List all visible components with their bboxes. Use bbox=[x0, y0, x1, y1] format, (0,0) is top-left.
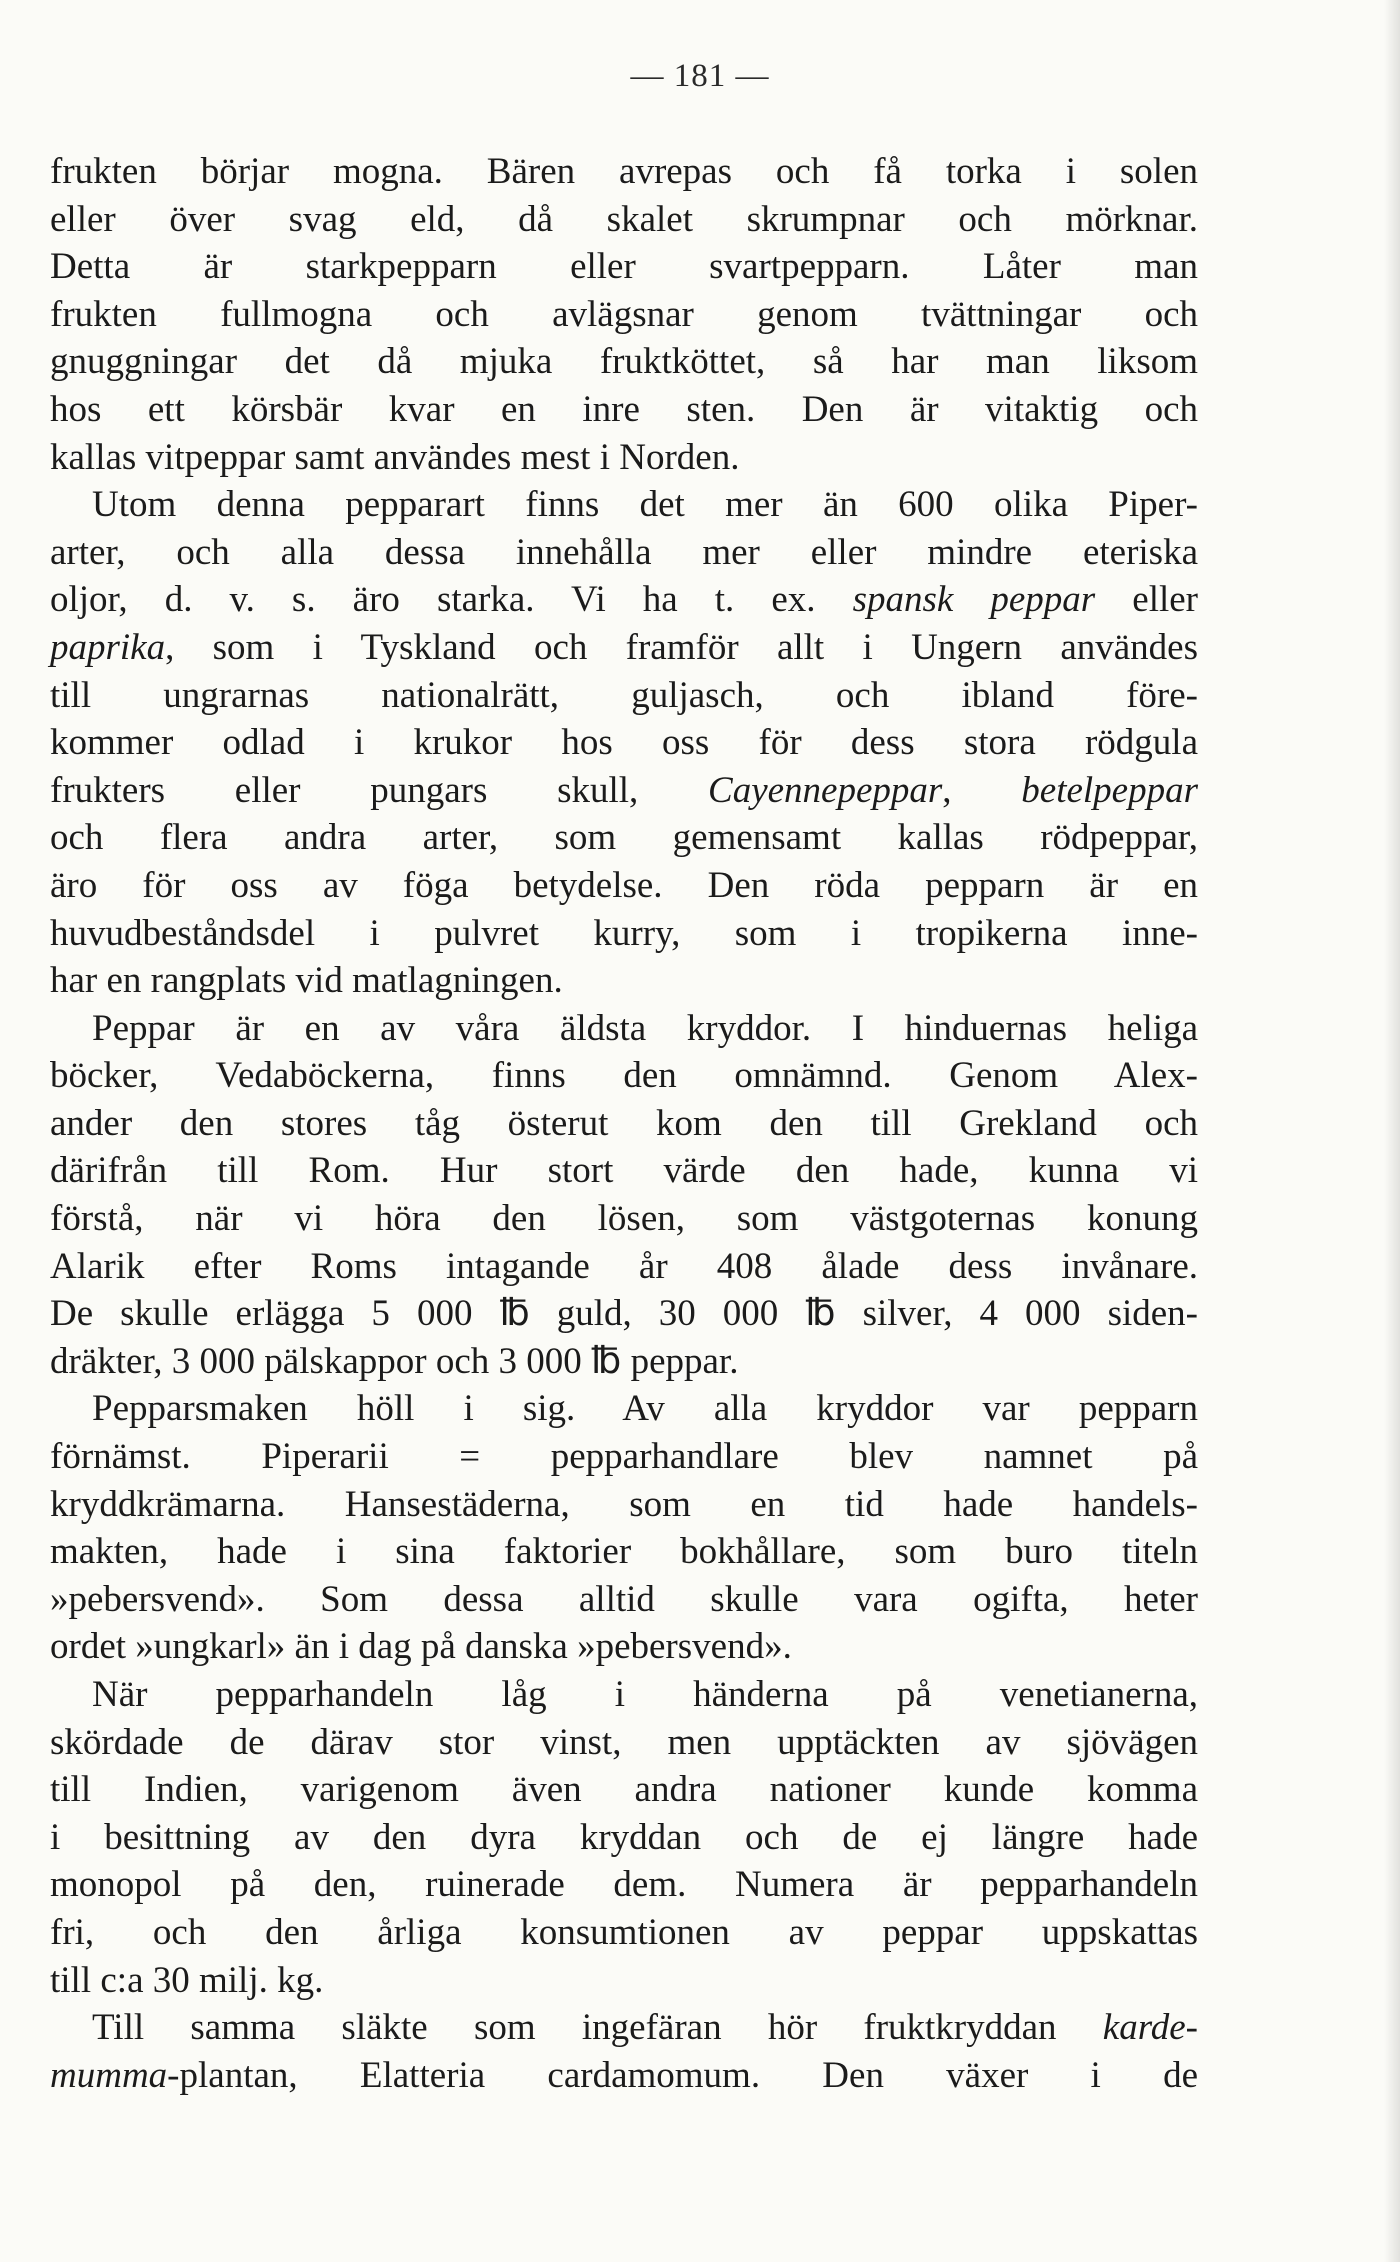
text-segment: ordet »ungkarl» än i dag på danska »pebersvend». bbox=[50, 1626, 792, 1668]
text-segment: ander den stores tåg österut kom den till Grekland och bbox=[50, 1102, 1198, 1144]
text-segment: kallas vitpeppar samt användes mest i Norden. bbox=[50, 436, 740, 478]
text-segment: monopol på den, ruinerade dem. Numera är pepparhandeln bbox=[50, 1864, 1198, 1906]
italic-term: mumma bbox=[50, 2054, 168, 2096]
text-line bbox=[50, 1243, 1198, 1291]
text-segment: och flera andra arter, som gemensamt kallas rödpeppar, bbox=[50, 817, 1198, 859]
text-line bbox=[50, 338, 1198, 386]
text-line bbox=[50, 1766, 1198, 1814]
text-line bbox=[50, 1385, 1198, 1433]
text-segment: frukten börjar mogna. Bären avrepas och få torka i solen bbox=[50, 151, 1198, 192]
text-line bbox=[50, 529, 1198, 577]
text-segment: till ungrarnas nationalrätt, guljasch, och ibland före- bbox=[50, 674, 1198, 716]
text-line bbox=[50, 1671, 1198, 1719]
text-line bbox=[50, 576, 1198, 624]
text-segment: huvudbeståndsdel i pulvret kurry, som i tropikerna inne- bbox=[50, 912, 1198, 954]
text-segment: till Indien, varigenom även andra nationer kunde komma bbox=[50, 1769, 1198, 1811]
text-segment: Till samma släkte som ingefäran hör fruktkryddan bbox=[92, 2007, 1103, 2049]
text-line bbox=[50, 910, 1198, 958]
body-text bbox=[50, 148, 1198, 2099]
text-line bbox=[50, 1195, 1198, 1243]
text-line bbox=[50, 1719, 1198, 1767]
italic-term: karde- bbox=[1102, 2007, 1198, 2049]
text-segment: oljor, d. v. s. äro starka. Vi ha t. ex. bbox=[50, 579, 853, 621]
text-line bbox=[50, 386, 1198, 434]
text-segment: Utom denna pepparart finns det mer än 600 olika Piper- bbox=[92, 484, 1198, 526]
text-segment: förstå, när vi höra den lösen, som västgoternas konung bbox=[50, 1198, 1198, 1240]
text-segment: till c:a 30 milj. kg. bbox=[50, 1959, 324, 2001]
text-segment: kryddkrämarna. Hansestäderna, som en tid hade handels- bbox=[50, 1483, 1198, 1525]
text-segment: kommer odlad i krukor hos oss för dess stora rödgula bbox=[50, 722, 1198, 764]
text-line bbox=[50, 434, 1198, 482]
italic-term: betelpeppar bbox=[1021, 769, 1198, 811]
text-segment: eller bbox=[1095, 579, 1198, 621]
text-line bbox=[50, 1052, 1198, 1100]
text-line bbox=[50, 1100, 1198, 1148]
text-line bbox=[50, 1338, 1198, 1386]
text-segment: frukters eller pungars skull, bbox=[50, 769, 709, 811]
text-segment: frukten fullmogna och avlägsnar genom tvättningar och bbox=[50, 293, 1198, 335]
text-line bbox=[50, 1861, 1198, 1909]
text-segment: , som i Tyskland och framför allt i Ungern användes bbox=[165, 626, 1198, 668]
text-segment: , bbox=[942, 769, 1022, 811]
page-edge-shadow bbox=[1384, 0, 1400, 2262]
text-segment: i besittning av den dyra kryddan och de ej längre hade bbox=[50, 1816, 1198, 1858]
text-line bbox=[50, 1623, 1198, 1671]
text-segment: Detta är starkpepparn eller svartpepparn. Låter man bbox=[50, 246, 1198, 288]
text-line bbox=[50, 1957, 1198, 2005]
text-segment: eller över svag eld, då skalet skrumpnar och mörknar. bbox=[50, 198, 1198, 240]
text-line bbox=[50, 862, 1198, 910]
italic-term: spansk peppar bbox=[852, 579, 1096, 621]
text-line bbox=[50, 291, 1198, 339]
text-segment: gnuggningar det då mjuka fruktköttet, så har man liksom bbox=[50, 341, 1198, 383]
text-line bbox=[50, 719, 1198, 767]
page-number: — 181 — bbox=[630, 58, 770, 94]
text-line bbox=[50, 243, 1198, 291]
text-line bbox=[50, 196, 1198, 244]
text-segment: Peppar är en av våra äldsta kryddor. I hinduernas heliga bbox=[92, 1007, 1198, 1049]
text-segment: skördade de därav stor vinst, men upptäckten av sjövägen bbox=[50, 1721, 1198, 1763]
text-line bbox=[50, 1909, 1198, 1957]
text-line bbox=[50, 1814, 1198, 1862]
text-segment: De skulle erlägga 5 000 ℔ guld, 30 000 ℔ silver, 4 000 siden- bbox=[50, 1293, 1198, 1335]
text-segment: Pepparsmaken höll i sig. Av alla kryddor var pepparn bbox=[92, 1388, 1198, 1430]
italic-term: Cayennepeppar bbox=[708, 769, 943, 811]
text-line bbox=[50, 957, 1198, 1005]
text-line bbox=[50, 481, 1198, 529]
text-line bbox=[50, 624, 1198, 672]
text-line bbox=[50, 2004, 1198, 2052]
text-line bbox=[50, 767, 1198, 815]
text-line bbox=[50, 2052, 1198, 2100]
text-segment: förnämst. Piperarii = pepparhandlare blev namnet på bbox=[50, 1436, 1198, 1478]
text-segment: fri, och den årliga konsumtionen av peppar uppskattas bbox=[50, 1911, 1198, 1953]
text-segment: därifrån till Rom. Hur stort värde den hade, kunna vi bbox=[50, 1150, 1198, 1192]
text-line bbox=[50, 1481, 1198, 1529]
text-segment: har en rangplats vid matlagningen. bbox=[50, 960, 563, 1002]
text-line bbox=[50, 148, 1198, 196]
text-segment: makten, hade i sina faktorier bokhållare, som buro titeln bbox=[50, 1531, 1198, 1573]
text-line bbox=[50, 1290, 1198, 1338]
text-segment: hos ett körsbär kvar en inre sten. Den är vitaktig och bbox=[50, 388, 1198, 430]
text-segment: äro för oss av föga betydelse. Den röda pepparn är en bbox=[50, 864, 1198, 906]
text-segment: arter, och alla dessa innehålla mer eller mindre eteriska bbox=[50, 531, 1198, 573]
text-segment: dräkter, 3 000 pälskappor och 3 000 ℔ peppar. bbox=[50, 1340, 739, 1382]
text-segment: -plantan, Elatteria cardamomum. Den växer i de bbox=[167, 2054, 1198, 2096]
text-segment: När pepparhandeln låg i händerna på venetianerna, bbox=[92, 1674, 1198, 1715]
text-line bbox=[50, 1005, 1198, 1053]
text-line bbox=[50, 1147, 1198, 1195]
text-segment: böcker, Vedaböckerna, finns den omnämnd. Genom Alex- bbox=[50, 1055, 1198, 1097]
text-segment: Alarik efter Roms intagande år 408 ålade dess invånare. bbox=[50, 1245, 1198, 1287]
text-segment: »pebersvend». Som dessa alltid skulle vara ogifta, heter bbox=[50, 1578, 1198, 1620]
text-line bbox=[50, 1528, 1198, 1576]
text-line bbox=[50, 672, 1198, 720]
italic-term: paprika bbox=[50, 626, 166, 668]
text-line bbox=[50, 1576, 1198, 1624]
text-line bbox=[50, 814, 1198, 862]
text-line bbox=[50, 1433, 1198, 1481]
